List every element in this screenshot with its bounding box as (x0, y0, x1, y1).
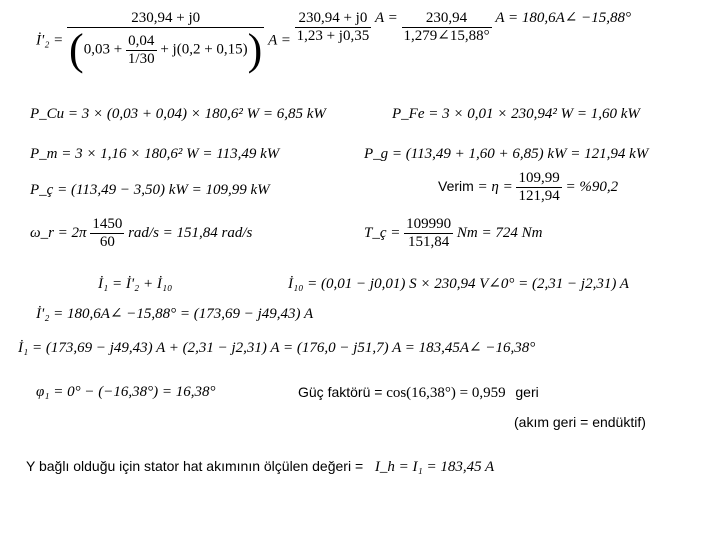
wr-lhs: ω_r = 2π (30, 224, 87, 241)
verim-rhs: = %90,2 (565, 178, 619, 195)
tc-fraction (404, 216, 453, 251)
pf-geri: geri (515, 384, 539, 400)
eq1-frac2-den: 1,23 + j0,35 (296, 28, 370, 44)
eq-p-g: P_g = (113,49 + 1,60 + 6,85) kW = 121,94 kW (364, 146, 649, 162)
eq1-numerator: 230,94 + j0 (67, 10, 264, 28)
eq1-den-b-fraction (126, 33, 157, 68)
wr-num: 1450 (92, 216, 123, 232)
akim-note: (akım geri = endüktif) (514, 414, 646, 430)
eq1-unit-2: A = (374, 10, 398, 26)
verim-num: 109,99 (518, 170, 560, 186)
eq1-frac3-num: 230,94 (402, 10, 492, 28)
eq-torque (364, 216, 542, 251)
tc-den: 151,84 (408, 234, 450, 250)
eq1-den-c: + j(0,2 + 0,15) (160, 41, 248, 58)
eq-p-c: P_ç = (113,49 − 3,50) kW = 109,99 kW (30, 182, 270, 198)
verim-fraction (516, 170, 561, 205)
eq1-den-b-num: 0,04 (126, 33, 157, 51)
eq-omega-r (30, 216, 252, 251)
eq-i10: İ₁₀ = (0,01 − j0,01) S × 230,94 V∠0° = (2,31 − j2,31) A (288, 276, 629, 292)
wr-rhs: rad/s = 151,84 rad/s (128, 224, 253, 241)
verim-lhs: = η = (477, 178, 513, 195)
eq-i1-sum: İ₁ = İ'₂ + İ₁₀ (98, 276, 173, 292)
tc-rhs: Nm = 724 Nm (456, 224, 543, 241)
eq1-main-fraction (67, 10, 264, 72)
stator-value: I_h = I₁ = 183,45 A (374, 459, 495, 475)
eq1-lhs: İ'₂ = (36, 32, 64, 49)
eq-power-factor (298, 384, 539, 402)
eq-i2-phasor: İ'₂ = 180,6A∠ −15,88° = (173,69 − j49,43) A (36, 306, 314, 322)
pf-value: cos(16,38°) = 0,959 (386, 385, 506, 401)
pf-label: Güç faktörü = (298, 384, 383, 400)
eq1-frac3-den: 1,279∠15,88° (403, 28, 490, 44)
eq1-unit: A = (268, 32, 291, 49)
verim-label: Verim (438, 177, 474, 194)
eq-phi: φ₁ = 0° − (−16,38°) = 16,38° (36, 384, 216, 400)
wr-fraction (90, 216, 124, 251)
eq1-fraction-2 (295, 10, 372, 45)
eq-p-fe: P_Fe = 3 × 0,01 × 230,94² W = 1,60 kW (392, 106, 640, 122)
eq1-result: A = 180,6A∠ −15,88° (495, 10, 631, 26)
eq1-denominator: (0,03 + $\frac{0,04}{1/30}$ + j(0,2 + 0,15)) (69, 25, 263, 74)
eq1-fraction-3 (402, 10, 492, 45)
eq1-den-a: 0,03 + (83, 41, 123, 58)
verim-den: 121,94 (518, 188, 560, 204)
eq-verim (438, 170, 618, 205)
eq1-frac2-num: 230,94 + j0 (295, 10, 372, 28)
tc-num: 109990 (406, 216, 452, 232)
eq-p-m: P_m = 3 × 1,16 × 180,6² W = 113,49 kW (30, 146, 280, 162)
stator-label: Y bağlı olduğu için stator hat akımının ölçülen değeri = (26, 458, 364, 474)
eq-p-cu: P_Cu = 3 × (0,03 + 0,04) × 180,6² W = 6,85 kW (30, 106, 326, 122)
eq-stator-current (26, 458, 494, 476)
eq-i1-phasor: İ₁ = (173,69 − j49,43) A + (2,31 − j2,31) A = (176,0 − j51,7) A = 183,45A∠ −16,38° (18, 340, 536, 356)
eq1-den-b-den: 1/30 (127, 50, 155, 67)
wr-den: 60 (99, 234, 115, 250)
eq-i2-prime (36, 10, 631, 72)
tc-lhs: T_ç = (364, 224, 401, 241)
